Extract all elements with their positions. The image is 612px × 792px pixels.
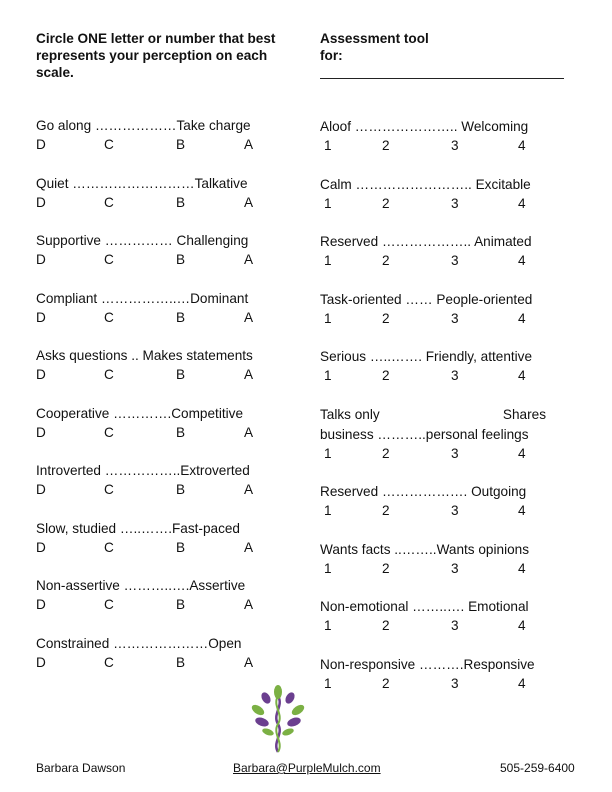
left-scale (36, 176, 264, 213)
scale-option[interactable]: 1 (324, 368, 332, 383)
name-underline[interactable] (320, 78, 564, 79)
scale-option[interactable]: D (36, 367, 46, 382)
scale-option[interactable]: C (104, 482, 114, 497)
scale-label-row (320, 407, 546, 423)
scale-option[interactable]: 4 (518, 675, 526, 691)
scale-label: Non-assertive ………..….Assertive (36, 578, 246, 593)
scale-label-right: Shares (502, 406, 546, 422)
scale-options (36, 425, 264, 443)
left-scale (36, 233, 264, 270)
scale-options (36, 195, 264, 213)
left-scale (36, 636, 264, 673)
scale-options (320, 618, 546, 636)
left-scale (36, 463, 264, 500)
scale-option[interactable]: 2 (382, 675, 390, 691)
scale-option[interactable]: B (176, 597, 186, 612)
right-scale (320, 657, 546, 694)
scale-option[interactable]: C (104, 539, 114, 555)
scale-label: business ………..personal feelings (320, 426, 529, 442)
scale-options (36, 482, 264, 500)
right-scale (320, 292, 546, 329)
scale-option[interactable]: 4 (518, 618, 526, 633)
scale-option[interactable]: 2 (382, 138, 390, 153)
scale-options (36, 367, 264, 385)
scale-option[interactable]: D (36, 539, 46, 555)
left-scale (36, 118, 264, 155)
scale-label: Calm …………………….. Excitable (320, 176, 531, 192)
scale-option[interactable]: C (104, 367, 114, 382)
scale-options (36, 597, 264, 615)
scale-options (320, 561, 546, 579)
scale-option[interactable]: D (36, 309, 46, 325)
scale-option[interactable]: A (244, 482, 254, 497)
scale-option[interactable]: D (36, 597, 46, 612)
scale-option[interactable]: D (36, 482, 46, 497)
scale-options (36, 137, 264, 155)
scale-option[interactable]: C (104, 137, 114, 152)
scale-option[interactable]: 4 (518, 560, 526, 576)
scale-option[interactable]: 3 (451, 503, 459, 518)
scale-option[interactable]: 3 (451, 445, 459, 461)
scale-label: Task-oriented …… People-oriented (320, 291, 533, 307)
scale-option[interactable]: A (244, 367, 254, 382)
scale-option[interactable]: 2 (382, 253, 390, 268)
scale-option[interactable]: C (104, 424, 114, 440)
scale-option[interactable]: 4 (518, 368, 526, 383)
footer-phone: 505-259-6400 (500, 761, 575, 775)
scale-option[interactable]: 3 (451, 618, 459, 633)
tree-dna-logo (246, 684, 310, 754)
right-scale (320, 599, 546, 636)
scale-label: Supportive …………… Challenging (36, 233, 249, 248)
scale-option[interactable]: 2 (382, 560, 390, 576)
scale-label: Compliant ……………..…Dominant (36, 290, 249, 306)
scale-option[interactable]: 1 (324, 445, 332, 461)
scale-options (36, 310, 264, 328)
scale-label: Serious …..……. Friendly, attentive (320, 349, 533, 364)
left-scale (36, 578, 264, 615)
scale-option[interactable]: 4 (518, 310, 526, 326)
scale-options (320, 676, 546, 694)
scale-label: Non-emotional ……..…. Emotional (320, 599, 529, 614)
footer-name: Barbara Dawson (36, 761, 126, 775)
scale-option[interactable]: B (176, 137, 186, 152)
scale-options (320, 503, 546, 521)
scale-option[interactable]: 1 (324, 195, 332, 211)
scale-option[interactable]: 2 (382, 445, 390, 461)
scale-label: Reserved ……………….. Animated (320, 234, 532, 249)
footer-email-link[interactable]: Barbara@PurpleMulch.com (233, 761, 381, 775)
right-scale (320, 484, 546, 521)
scale-options (320, 311, 546, 329)
left-scale (36, 348, 264, 385)
scale-option[interactable]: 1 (324, 675, 332, 691)
scale-option[interactable]: A (244, 654, 254, 670)
scale-option[interactable]: C (104, 597, 114, 612)
scale-option[interactable]: 3 (451, 675, 459, 691)
scale-label: Non-responsive ……….Responsive (320, 656, 535, 672)
right-scale (320, 177, 546, 214)
right-scale (320, 234, 546, 271)
scale-option[interactable]: 2 (382, 368, 390, 383)
scale-option[interactable]: A (244, 424, 254, 440)
scale-label-left: Talks only (320, 406, 380, 422)
scale-option[interactable]: 1 (324, 560, 332, 576)
scale-option[interactable]: 4 (518, 195, 526, 211)
scale-options (320, 196, 546, 214)
scale-option[interactable]: C (104, 309, 114, 325)
scale-option[interactable]: 1 (324, 138, 332, 153)
scale-option[interactable]: B (176, 194, 186, 210)
scale-option[interactable]: A (244, 137, 254, 152)
scale-option[interactable]: B (176, 367, 186, 382)
scale-option[interactable]: B (176, 252, 186, 267)
scale-option[interactable]: D (36, 194, 46, 210)
scale-option[interactable]: D (36, 137, 46, 152)
scale-label: Introverted ……………..Extroverted (36, 463, 250, 478)
scale-label: Quiet ………………………Talkative (36, 175, 248, 191)
scale-option[interactable]: 1 (324, 310, 332, 326)
scale-option[interactable]: 3 (451, 138, 459, 153)
assessment-tool-title: Assessment tool for: (320, 31, 429, 63)
left-scale (36, 521, 264, 558)
scale-option[interactable]: 3 (451, 310, 459, 326)
scale-option[interactable]: 1 (324, 253, 332, 268)
scale-option[interactable]: D (36, 252, 46, 267)
scale-label: Reserved ………………. Outgoing (320, 484, 527, 499)
scale-option[interactable]: 4 (518, 445, 526, 461)
scale-option[interactable]: B (176, 424, 186, 440)
scale-label: Wants facts ..……..Wants opinions (320, 541, 530, 557)
scale-option[interactable]: 2 (382, 503, 390, 518)
scale-option[interactable]: A (244, 194, 254, 210)
scale-option[interactable]: 4 (518, 253, 526, 268)
scale-options (36, 540, 264, 558)
scale-option[interactable]: A (244, 252, 254, 267)
scale-option[interactable]: 2 (382, 310, 390, 326)
right-scale (320, 542, 546, 579)
scale-option[interactable]: B (176, 309, 186, 325)
scale-options (320, 138, 546, 156)
scale-label: Aloof ………………….. Welcoming (320, 119, 529, 134)
scale-options (36, 655, 264, 673)
scale-label: Constrained …………………Open (36, 635, 242, 651)
scale-option[interactable]: D (36, 654, 46, 670)
scale-option[interactable]: B (176, 539, 186, 555)
scale-options (36, 252, 264, 270)
scale-option[interactable]: 3 (451, 253, 459, 268)
scale-option[interactable]: A (244, 597, 254, 612)
scale-option[interactable]: 4 (518, 503, 526, 518)
scale-options (320, 253, 546, 271)
right-scale (320, 349, 546, 386)
scale-option[interactable]: C (104, 654, 114, 670)
scale-label: Asks questions .. Makes statements (36, 348, 253, 363)
instructions-text: Circle ONE letter or number that best represents your perception on each scale. (36, 31, 276, 80)
left-scale (36, 291, 264, 328)
left-scale (36, 406, 264, 443)
scale-option[interactable]: 1 (324, 503, 332, 518)
scale-options (320, 368, 546, 386)
right-scale (320, 407, 546, 464)
scale-option[interactable]: 3 (451, 368, 459, 383)
scale-option[interactable]: C (104, 252, 114, 267)
scale-label: Go along ………………Take charge (36, 118, 251, 133)
scale-option[interactable]: B (176, 482, 186, 497)
scale-option[interactable]: 3 (451, 195, 459, 211)
right-scale (320, 119, 546, 156)
scale-option[interactable]: 2 (382, 618, 390, 633)
scale-option[interactable]: B (176, 654, 186, 670)
scale-option[interactable]: A (244, 309, 254, 325)
scale-label: Cooperative ………….Competitive (36, 405, 243, 421)
scale-option[interactable]: 3 (451, 560, 459, 576)
scale-option[interactable]: 1 (324, 618, 332, 633)
scale-option[interactable]: 2 (382, 195, 390, 211)
scale-option[interactable]: D (36, 424, 46, 440)
scale-label: Slow, studied …..…….Fast-paced (36, 520, 240, 536)
scale-options (320, 446, 546, 464)
scale-option[interactable]: C (104, 194, 114, 210)
scale-option[interactable]: 4 (518, 138, 526, 153)
scale-option[interactable]: A (244, 539, 254, 555)
